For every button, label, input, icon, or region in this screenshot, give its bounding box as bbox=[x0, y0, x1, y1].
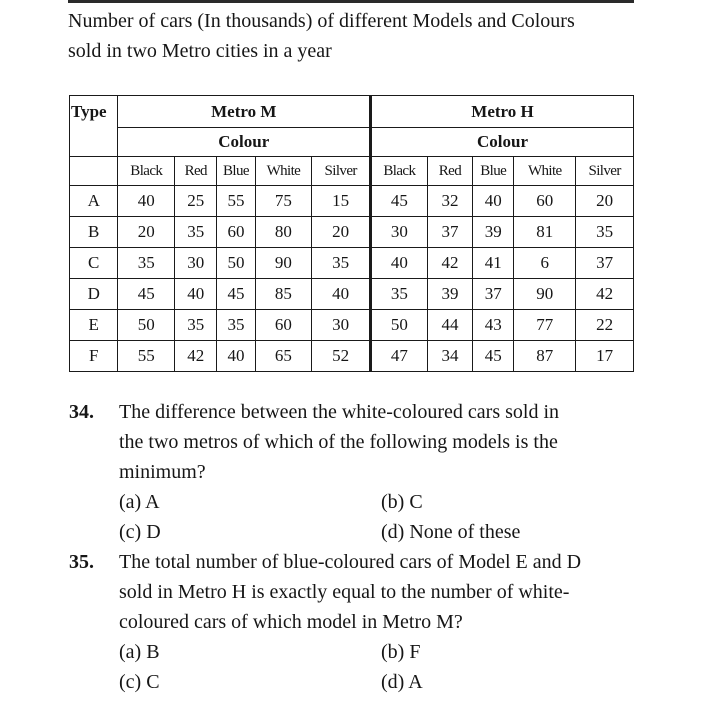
table-cell: 20 bbox=[576, 186, 634, 217]
metro-h-header: Metro H bbox=[371, 96, 634, 128]
colour-header: White bbox=[514, 157, 576, 186]
table-cell: 15 bbox=[312, 186, 371, 217]
colour-header: Silver bbox=[576, 157, 634, 186]
question-35 bbox=[69, 547, 649, 697]
table-cell: 44 bbox=[427, 310, 472, 341]
options-row bbox=[119, 517, 649, 547]
colour-header: Black bbox=[371, 157, 428, 186]
table-cell: 40 bbox=[312, 279, 371, 310]
table-cell: 6 bbox=[514, 248, 576, 279]
header-row-colour bbox=[70, 128, 634, 157]
table-cell: 40 bbox=[118, 186, 175, 217]
header-row-city bbox=[70, 96, 634, 128]
question-text-line: sold in Metro H is exactly equal to the number of white- bbox=[119, 581, 570, 603]
option-d: (d) A bbox=[381, 671, 423, 693]
table-cell: 43 bbox=[473, 310, 514, 341]
colour-header: Black bbox=[118, 157, 175, 186]
table-cell: 37 bbox=[427, 217, 472, 248]
table-cell: 37 bbox=[576, 248, 634, 279]
title-line-1: Number of cars (In thousands) of different Models and Colours bbox=[68, 10, 575, 32]
table-cell: 90 bbox=[514, 279, 576, 310]
table-cell: 50 bbox=[371, 310, 428, 341]
option-a: (a) B bbox=[119, 641, 160, 663]
table-cell: 55 bbox=[118, 341, 175, 372]
table-cell: 60 bbox=[255, 310, 312, 341]
option-c: (c) D bbox=[119, 521, 161, 543]
table-cell: 25 bbox=[175, 186, 217, 217]
table-row bbox=[70, 341, 634, 372]
table-row bbox=[70, 248, 634, 279]
table-cell: 35 bbox=[312, 248, 371, 279]
table-cell: 81 bbox=[514, 217, 576, 248]
option-b: (b) F bbox=[381, 641, 421, 663]
table-cell: 35 bbox=[371, 279, 428, 310]
table-cell: 34 bbox=[427, 341, 472, 372]
metro-h-colour-header: Colour bbox=[371, 128, 634, 157]
table-cell: 85 bbox=[255, 279, 312, 310]
table-cell: 45 bbox=[371, 186, 428, 217]
type-header: Type bbox=[70, 96, 118, 157]
table-cell: 42 bbox=[175, 341, 217, 372]
question-text-line: The total number of blue-coloured cars of Model E and D bbox=[119, 551, 582, 573]
table-cell: 55 bbox=[217, 186, 255, 217]
table-cell: 22 bbox=[576, 310, 634, 341]
table-cell: 50 bbox=[118, 310, 175, 341]
table-cell: 52 bbox=[312, 341, 371, 372]
option-a: (a) A bbox=[119, 491, 160, 513]
option-c: (c) C bbox=[119, 671, 160, 693]
option-b: (b) C bbox=[381, 491, 423, 513]
table-cell: 45 bbox=[473, 341, 514, 372]
top-rule bbox=[68, 0, 634, 3]
table-cell: 35 bbox=[118, 248, 175, 279]
table-cell: 35 bbox=[576, 217, 634, 248]
row-type: F bbox=[70, 341, 118, 372]
table-row bbox=[70, 310, 634, 341]
table-cell: 20 bbox=[312, 217, 371, 248]
options-row bbox=[119, 667, 649, 697]
table-cell: 35 bbox=[217, 310, 255, 341]
table-cell: 39 bbox=[427, 279, 472, 310]
table-cell: 17 bbox=[576, 341, 634, 372]
table-cell: 47 bbox=[371, 341, 428, 372]
row-type: D bbox=[70, 279, 118, 310]
table-row bbox=[70, 186, 634, 217]
table-cell: 60 bbox=[217, 217, 255, 248]
metro-m-colour-header: Colour bbox=[118, 128, 371, 157]
table-cell: 87 bbox=[514, 341, 576, 372]
table-cell: 45 bbox=[217, 279, 255, 310]
question-number: 34. bbox=[69, 401, 94, 423]
options-row bbox=[119, 637, 649, 667]
colour-header: Blue bbox=[217, 157, 255, 186]
table-cell: 77 bbox=[514, 310, 576, 341]
table-cell: 40 bbox=[175, 279, 217, 310]
table-cell: 75 bbox=[255, 186, 312, 217]
row-type: A bbox=[70, 186, 118, 217]
table-cell: 30 bbox=[175, 248, 217, 279]
questions-section bbox=[69, 397, 649, 697]
colour-header: Blue bbox=[473, 157, 514, 186]
metro-m-header: Metro M bbox=[118, 96, 371, 128]
row-type: C bbox=[70, 248, 118, 279]
cars-sales-table bbox=[69, 95, 634, 372]
question-text-line: The difference between the white-coloured cars sold in bbox=[119, 401, 559, 423]
question-text-line: the two metros of which of the following models is the bbox=[119, 431, 558, 453]
table-title bbox=[68, 6, 648, 66]
table-cell: 42 bbox=[427, 248, 472, 279]
table-cell: 65 bbox=[255, 341, 312, 372]
title-line-2: sold in two Metro cities in a year bbox=[68, 40, 332, 62]
table-cell: 41 bbox=[473, 248, 514, 279]
table-cell: 90 bbox=[255, 248, 312, 279]
colour-header: White bbox=[255, 157, 312, 186]
table-cell: 35 bbox=[175, 310, 217, 341]
table-cell: 40 bbox=[371, 248, 428, 279]
table-cell: 45 bbox=[118, 279, 175, 310]
table-cell: 40 bbox=[217, 341, 255, 372]
table-cell: 20 bbox=[118, 217, 175, 248]
options-row bbox=[119, 487, 649, 517]
table-cell: 40 bbox=[473, 186, 514, 217]
option-d: (d) None of these bbox=[381, 521, 521, 543]
table-cell: 39 bbox=[473, 217, 514, 248]
empty-header-cell bbox=[70, 157, 118, 186]
table-row bbox=[70, 279, 634, 310]
table-cell: 30 bbox=[312, 310, 371, 341]
header-row-colours bbox=[70, 157, 634, 186]
table-cell: 80 bbox=[255, 217, 312, 248]
question-text-line: minimum? bbox=[119, 461, 206, 483]
row-type: B bbox=[70, 217, 118, 248]
question-text-line: coloured cars of which model in Metro M? bbox=[119, 611, 463, 633]
table-cell: 37 bbox=[473, 279, 514, 310]
table-cell: 35 bbox=[175, 217, 217, 248]
question-number: 35. bbox=[69, 551, 94, 573]
table-cell: 50 bbox=[217, 248, 255, 279]
row-type: E bbox=[70, 310, 118, 341]
colour-header: Red bbox=[427, 157, 472, 186]
colour-header: Silver bbox=[312, 157, 371, 186]
table-row bbox=[70, 217, 634, 248]
table-cell: 42 bbox=[576, 279, 634, 310]
table-cell: 30 bbox=[371, 217, 428, 248]
table-cell: 60 bbox=[514, 186, 576, 217]
colour-header: Red bbox=[175, 157, 217, 186]
question-34 bbox=[69, 397, 649, 547]
table-cell: 32 bbox=[427, 186, 472, 217]
